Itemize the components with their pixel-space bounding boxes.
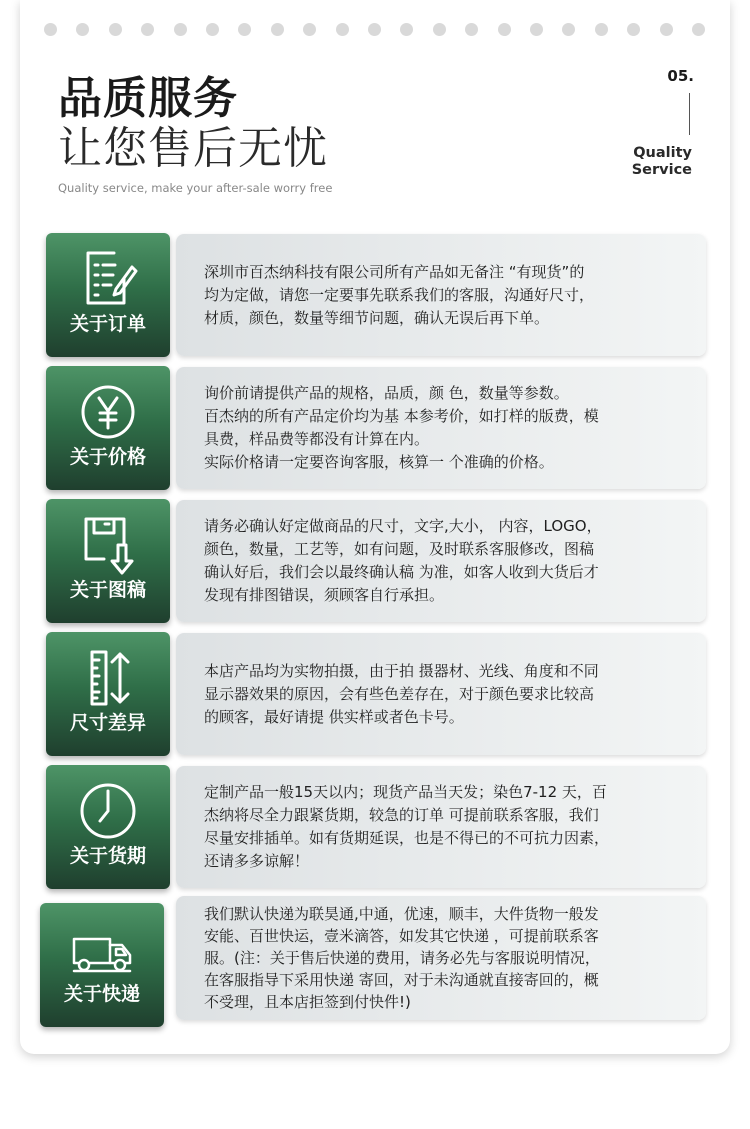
info-line: 本店产品均为实物拍摄，由于拍 摄器材、光线、角度和不同 (204, 661, 599, 680)
binder-hole (109, 23, 122, 36)
info-line: 定制产品一般15天以内；现货产品当天发；染色7-12 天，百 (204, 783, 607, 801)
info-line: 请务必确认好定做商品的尺寸，文字,大小， 内容，LOGO， (204, 517, 602, 535)
page-title: 品质服务 (58, 73, 238, 124)
binder-hole (368, 23, 381, 36)
info-line: 确认好后，我们会以最终确认稿 为准，如客人收到大货后才 (204, 563, 599, 581)
info-line: 实际价格请一定要咨询客服，核算一 个准确的价格。 (204, 453, 554, 471)
badge-label: 关于快递 (63, 983, 140, 1005)
info-text (204, 500, 684, 622)
badge-label: 关于货期 (69, 845, 146, 867)
info-panel (176, 896, 706, 1020)
badge-label: 尺寸差异 (69, 712, 146, 734)
section-label-line1: Quality (633, 145, 692, 161)
order-form-icon (78, 249, 138, 309)
info-panel (176, 234, 706, 356)
binder-hole (562, 23, 575, 36)
binder-hole (336, 23, 349, 36)
info-line: 发现有排图错误，须顾客自行承担。 (204, 586, 445, 604)
info-line: 材质，颜色，数量等细节问题，确认无误后再下单。 (204, 308, 550, 327)
info-line: 我们默认快递为联昊通,中通，优速，顺丰，大件货物一般发 (204, 905, 599, 923)
badge-size (46, 632, 170, 756)
info-text (204, 234, 684, 356)
info-line: 均为定做，请您一定要事先联系我们的客服，沟通好尺寸， (204, 285, 595, 304)
binder-hole (303, 23, 316, 36)
binder-hole (660, 23, 673, 36)
ruler-icon (78, 648, 138, 708)
artwork-download-icon (78, 515, 138, 575)
info-line: 还请多多谅解！ (204, 852, 310, 870)
binder-hole (174, 23, 187, 36)
binder-holes (44, 23, 714, 37)
info-line: 尽量安排插单。如有货期延误，也是不得已的不可抗力因素， (204, 829, 610, 847)
info-line: 杰纳将尽全力跟紧货期，较急的订单 可提前联系客服，我们 (204, 806, 599, 824)
info-line: 在客服指导下采用快递 寄回，对于未沟通就直接寄回的，概 (204, 971, 599, 989)
badge-label: 关于订单 (69, 313, 146, 335)
info-line: 安能、百世快运，壹米滴答，如发其它快递 ，可提前联系客 (204, 927, 599, 945)
binder-hole (433, 23, 446, 36)
info-row-price (0, 366, 750, 490)
binder-hole (238, 23, 251, 36)
info-row-courier (0, 903, 750, 1027)
divider-line (689, 93, 690, 135)
clock-icon (78, 781, 138, 841)
binder-hole (465, 23, 478, 36)
info-line: 询价前请提供产品的规格，品质，颜 色，数量等参数。 (204, 384, 569, 402)
info-row-artwork (0, 499, 750, 623)
info-line: 的顾客，最好请提 供实样或者色卡号。 (204, 707, 464, 726)
info-panel (176, 633, 706, 755)
info-line: 深圳市百杰纳科技有限公司所有产品如无备注 “有现货”的 (204, 262, 585, 281)
info-panel (176, 367, 706, 489)
binder-hole (271, 23, 284, 36)
binder-hole (206, 23, 219, 36)
info-text (204, 633, 684, 755)
info-text (204, 766, 684, 888)
badge-artwork (46, 499, 170, 623)
badge-label: 关于图稿 (69, 579, 146, 601)
binder-hole (627, 23, 640, 36)
info-line: 不受理，且本店拒签到付快件!) (204, 993, 411, 1011)
badge-delivery-time (46, 765, 170, 889)
info-text (204, 896, 684, 1020)
section-label-line2: Service (631, 162, 692, 178)
binder-hole (498, 23, 511, 36)
binder-hole (530, 23, 543, 36)
page-subtitle: Quality service, make your after-sale worry free (58, 181, 333, 195)
info-line: 服。(注：关于售后快递的费用，请务必先与客服说明情况， (204, 949, 600, 967)
badge-order (46, 233, 170, 357)
section-label (600, 145, 692, 179)
info-line: 百杰纳的所有产品定价均为基 本参考价，如打样的版费，模 (204, 407, 599, 425)
badge-price (46, 366, 170, 490)
page-title-secondary: 让您售后无忧 (58, 123, 328, 174)
info-row-order (0, 233, 750, 357)
info-line: 具费，样品费等都没有计算在内。 (204, 430, 430, 448)
delivery-truck-icon (64, 919, 140, 979)
badge-label: 关于价格 (69, 446, 146, 468)
binder-hole (44, 23, 57, 36)
badge-courier (40, 903, 164, 1027)
page-number: 05. (667, 67, 694, 85)
binder-hole (400, 23, 413, 36)
binder-hole (595, 23, 608, 36)
info-row-delivery-time (0, 765, 750, 889)
info-text (204, 367, 684, 489)
info-line: 显示器效果的原因，会有些色差存在，对于颜色要求比较高 (204, 684, 595, 703)
info-panel (176, 766, 706, 888)
yen-coin-icon (78, 382, 138, 442)
binder-hole (692, 23, 705, 36)
info-panel (176, 500, 706, 622)
info-row-size (0, 632, 750, 756)
info-line: 颜色，数量，工艺等，如有问题，及时联系客服修改，图稿 (204, 540, 595, 558)
binder-hole (76, 23, 89, 36)
binder-hole (141, 23, 154, 36)
